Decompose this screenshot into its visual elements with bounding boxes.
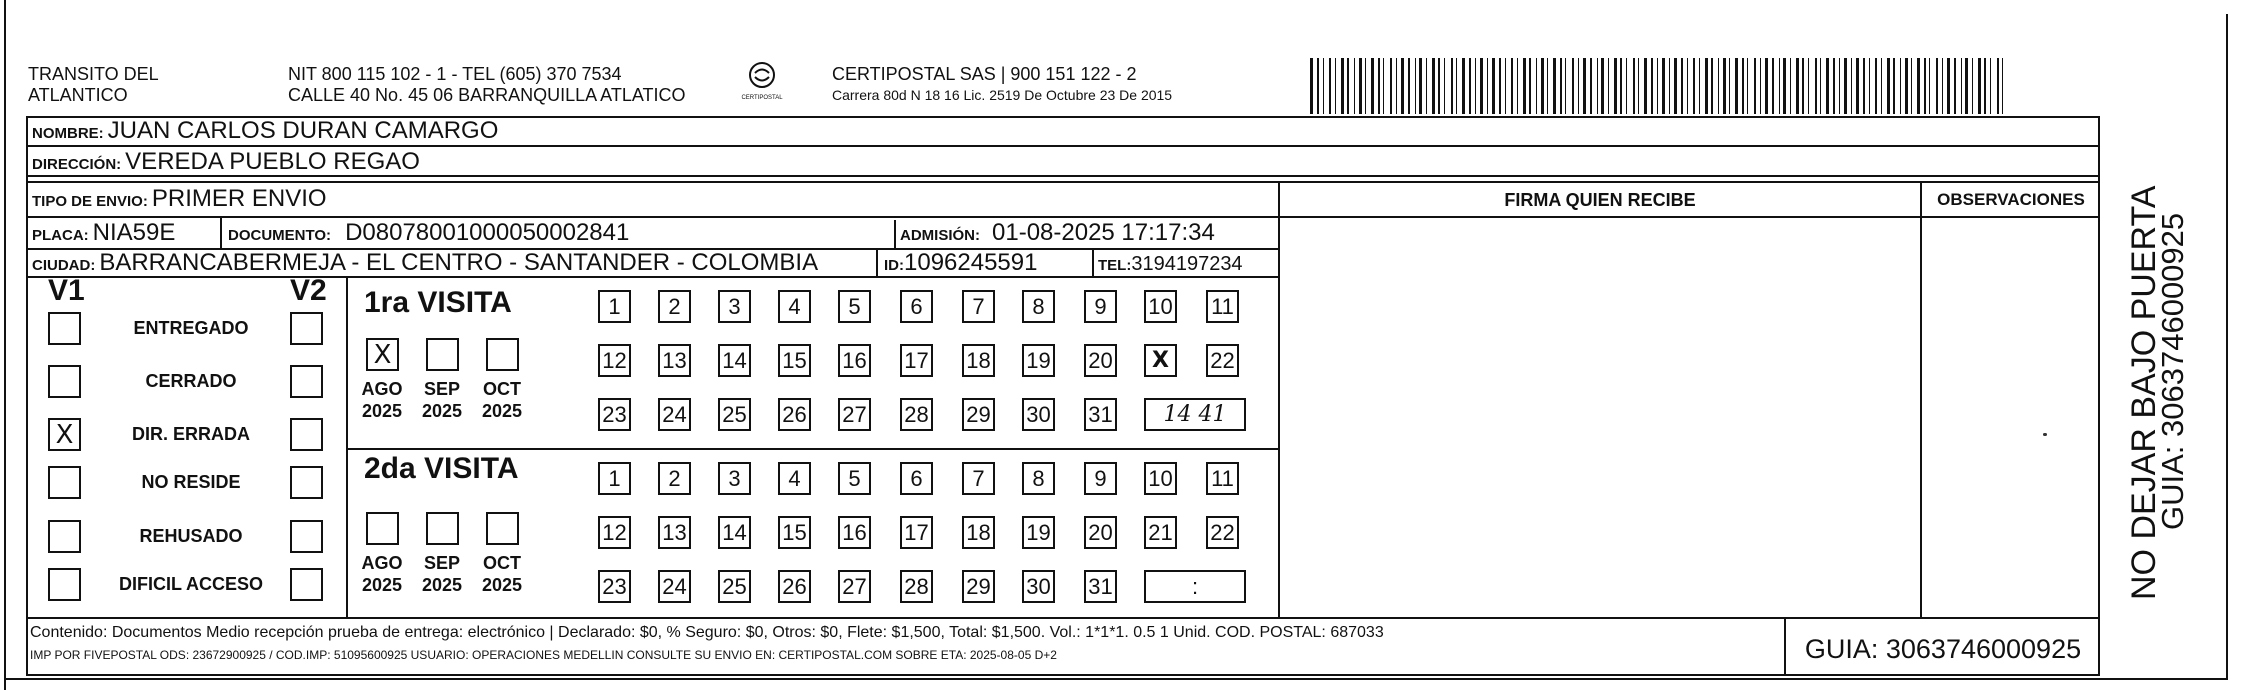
- barcode-bar: [1419, 58, 1422, 114]
- visit1-title: 1ra VISITA: [364, 286, 512, 319]
- barcode-bar: [1341, 58, 1344, 114]
- name-row: [32, 117, 498, 145]
- day-box[interactable]: 2: [658, 462, 691, 495]
- barcode-bar: [1905, 58, 1908, 114]
- barcode-bar: [1984, 58, 1986, 114]
- status-v1-checkbox[interactable]: [48, 312, 81, 345]
- day-box[interactable]: 29: [962, 398, 995, 431]
- day-box[interactable]: 15: [778, 344, 811, 377]
- barcode-bar: [1856, 58, 1859, 114]
- carrier-line: CERTIPOSTAL SAS | 900 151 122 - 2: [832, 64, 1137, 84]
- month-label: SEP: [423, 553, 461, 573]
- barcode-bar: [1536, 58, 1537, 114]
- footer-imp-line: IMP POR FIVEPOSTAL ODS: 23672900925 / COD.IMP: 51095600925 USUARIO: OPERACIONES MEDELLIN CONSULTE SU ENVIO EN: CERTIPOSTAL.COM SOBRE ETA: 2025-08-05 D+2: [30, 648, 1057, 662]
- barcode-bar: [1354, 58, 1355, 114]
- barcode-bar: [1487, 58, 1488, 114]
- visit-divider: [346, 448, 1280, 450]
- side-guia: GUIA: 3063746000925: [2155, 212, 2190, 530]
- day-box[interactable]: 25: [718, 398, 751, 431]
- month-year: 2025: [361, 575, 403, 595]
- status-v2-checkbox[interactable]: [290, 520, 323, 553]
- barcode-bar: [1547, 58, 1548, 114]
- time-box[interactable]: :: [1144, 570, 1246, 603]
- name-label: NOMBRE:: [32, 125, 104, 142]
- send-type-value: PRIMER ENVIO: [151, 185, 327, 212]
- barcode-bar: [1990, 58, 1991, 114]
- address-label: DIRECCIÓN:: [32, 156, 122, 173]
- logo-text: CERTIPOSTAL: [741, 95, 783, 101]
- status-v2-checkbox[interactable]: [290, 365, 323, 398]
- barcode-bar: [1839, 58, 1840, 114]
- barcode-bar: [1335, 58, 1336, 114]
- barcode-bar: [1329, 58, 1331, 114]
- barcode-bar: [1633, 58, 1635, 114]
- barcode-bar: [1475, 58, 1476, 114]
- id-label: ID:: [884, 257, 904, 274]
- footer-guia: GUIA: 3063746000925: [1804, 634, 2082, 664]
- barcode-bar: [1614, 58, 1617, 114]
- barcode-bar: [1560, 58, 1562, 114]
- signature-col-line: [1278, 181, 1280, 617]
- barcode-bar: [1796, 58, 1799, 114]
- send-type-row: [32, 185, 327, 213]
- footer-contents: Contenido: Documentos Medio recepción prueba de entrega: electrónico | Declarado: $0, % Seguro: $0, Otros: $0, Flete: $1,500, Total: $1,500. Vol.: 1*1*1. 0.5 1 Unid. COD. POSTAL: 687033: [30, 624, 1384, 641]
- day-box[interactable]: 22: [1206, 344, 1239, 377]
- barcode-bar: [1644, 58, 1647, 114]
- day-box[interactable]: 5: [838, 290, 871, 323]
- plate-row: [32, 219, 175, 247]
- barcode-bar: [1760, 58, 1761, 114]
- month-label: OCT: [483, 553, 521, 573]
- barcode-bar: [1687, 58, 1688, 114]
- barcode-bar: [1815, 58, 1817, 114]
- barcode-bar: [1723, 58, 1726, 114]
- barcode-bar: [1415, 58, 1416, 114]
- status-label: ENTREGADO: [133, 318, 249, 338]
- day-box[interactable]: 20: [1084, 516, 1117, 549]
- document-row: [228, 219, 629, 247]
- address-line: CALLE 40 No. 45 06 BARRANQUILLA ATLATICO: [288, 85, 686, 105]
- license-line: Carrera 80d N 18 16 Lic. 2519 De Octubre 23 De 2015: [832, 87, 1173, 103]
- carrier-info: [832, 64, 1172, 103]
- barcode-bar: [1317, 58, 1319, 114]
- month-checkbox[interactable]: [486, 338, 519, 371]
- barcode-bar: [1505, 58, 1506, 114]
- barcode-bar: [1711, 58, 1713, 114]
- barcode-bar: [1924, 58, 1926, 114]
- col-line: [220, 216, 222, 248]
- barcode-bar: [1383, 58, 1384, 114]
- day-box[interactable]: 18: [962, 516, 995, 549]
- barcode-bar: [1978, 58, 1981, 114]
- barcode-bar: [1699, 58, 1700, 114]
- day-box[interactable]: 16: [838, 516, 871, 549]
- barcode-bar: [1347, 58, 1349, 114]
- barcode-bar: [1310, 58, 1313, 114]
- time-box[interactable]: 14 41: [1144, 398, 1246, 431]
- barcode-bar: [1662, 58, 1665, 114]
- day-box[interactable]: 17: [900, 516, 933, 549]
- barcode-bar: [1651, 58, 1653, 114]
- id-value: 1096245591: [904, 249, 1038, 276]
- barcode-bar: [1790, 58, 1791, 114]
- day-box[interactable]: X: [1144, 344, 1177, 377]
- barcode-bar: [1444, 58, 1445, 114]
- month-year: 2025: [421, 401, 463, 421]
- org-line-1: TRANSITO DEL: [28, 64, 159, 84]
- col-line: [876, 250, 878, 276]
- barcode-bar: [1900, 58, 1901, 114]
- page-right-edge: [2226, 14, 2228, 678]
- tel-value: 3194197234: [1131, 253, 1243, 275]
- barcode-bar: [1718, 58, 1719, 114]
- day-box[interactable]: 14: [718, 344, 751, 377]
- v1-label: V1: [48, 274, 85, 307]
- barcode-bar: [1541, 58, 1544, 114]
- barcode-bar: [1747, 58, 1748, 114]
- certipostal-logo: [732, 60, 792, 106]
- barcode-bar: [1469, 58, 1471, 114]
- month-label: SEP: [423, 379, 461, 399]
- barcode-bar: [1844, 58, 1847, 114]
- month-label: OCT: [483, 379, 521, 399]
- row-line: [26, 617, 2100, 619]
- barcode-bar: [1917, 58, 1920, 114]
- day-box[interactable]: 10: [1144, 462, 1177, 495]
- barcode-bar: [1669, 58, 1670, 114]
- org-line-2: ATLANTICO: [28, 85, 128, 105]
- month-year: 2025: [481, 401, 523, 421]
- barcode-bar: [1492, 58, 1495, 114]
- barcode-bar: [1693, 58, 1695, 114]
- status-col-line: [346, 276, 348, 617]
- day-box[interactable]: 27: [838, 398, 871, 431]
- barcode-bar: [1408, 58, 1410, 114]
- barcode-bar: [1597, 58, 1598, 114]
- barcode-bar: [1936, 58, 1938, 114]
- month-label: AGO: [361, 379, 403, 399]
- day-box[interactable]: 6: [900, 462, 933, 495]
- day-box[interactable]: 11: [1206, 290, 1239, 323]
- barcode-bar: [1572, 58, 1574, 114]
- barcode-bar: [1954, 58, 1956, 114]
- day-box[interactable]: 13: [658, 516, 691, 549]
- barcode-bar: [1578, 58, 1579, 114]
- day-box[interactable]: 7: [962, 462, 995, 495]
- city-value: BARRANCABERMEJA - EL CENTRO - SANTANDER - COLOMBIA: [99, 249, 819, 276]
- barcode-bar: [1772, 58, 1774, 114]
- tel-label: TEL:: [1098, 257, 1132, 274]
- status-label: REHUSADO: [139, 526, 243, 546]
- status-v1-checkbox[interactable]: X: [48, 418, 81, 451]
- page-bottom-edge: [6, 678, 2228, 680]
- status-v1-checkbox[interactable]: [48, 466, 81, 499]
- status-v2-checkbox[interactable]: [290, 312, 323, 345]
- logo-icon: [747, 60, 777, 90]
- barcode-bar: [1783, 58, 1786, 114]
- id-row: [884, 249, 1037, 277]
- sender-info: [288, 64, 686, 106]
- col-line: [1092, 250, 1094, 276]
- month-year: 2025: [361, 401, 403, 421]
- barcode-bar: [1911, 58, 1912, 114]
- barcode-bar: [1875, 58, 1877, 114]
- send-type-label: TIPO DE ENVIO:: [32, 193, 148, 210]
- barcode-bar: [1390, 58, 1392, 114]
- day-box[interactable]: 8: [1022, 462, 1055, 495]
- status-label: NO RESIDE: [141, 472, 241, 492]
- status-label: DIR. ERRADA: [131, 424, 250, 444]
- barcode-bar: [1833, 58, 1835, 114]
- visit2-title: 2da VISITA: [364, 452, 519, 485]
- barcode-bar: [1863, 58, 1865, 114]
- day-box[interactable]: 14: [718, 516, 751, 549]
- col-line: [894, 220, 896, 248]
- status-v1-checkbox[interactable]: [48, 568, 81, 601]
- day-box[interactable]: 20: [1084, 344, 1117, 377]
- day-box[interactable]: 19: [1022, 344, 1055, 377]
- barcode-bar: [1359, 58, 1362, 114]
- barcode-bar: [1705, 58, 1708, 114]
- name-value: JUAN CARLOS DURAN CAMARGO: [107, 117, 499, 144]
- month-checkbox[interactable]: X: [366, 338, 399, 371]
- observations-header: OBSERVACIONES: [1937, 190, 2085, 209]
- month-checkbox[interactable]: [426, 338, 459, 371]
- day-box[interactable]: 21: [1144, 516, 1177, 549]
- status-v2-checkbox[interactable]: [290, 418, 323, 451]
- barcode-bar: [1779, 58, 1780, 114]
- day-box[interactable]: 25: [718, 570, 751, 603]
- barcode-bar: [1961, 58, 1962, 114]
- barcode-bar: [1674, 58, 1677, 114]
- barcode-bar: [1742, 58, 1744, 114]
- barcode-bar: [1620, 58, 1622, 114]
- day-box[interactable]: 23: [598, 398, 631, 431]
- day-box[interactable]: 15: [778, 516, 811, 549]
- day-box[interactable]: 11: [1206, 462, 1239, 495]
- day-box[interactable]: 4: [778, 462, 811, 495]
- day-box[interactable]: 1: [598, 462, 631, 495]
- barcode-bar: [2002, 58, 2003, 114]
- day-box[interactable]: 2: [658, 290, 691, 323]
- barcode-bar: [1529, 58, 1531, 114]
- month-checkbox[interactable]: [366, 512, 399, 545]
- barcode-bar: [1601, 58, 1604, 114]
- day-box[interactable]: 30: [1022, 570, 1055, 603]
- barcode-bar: [1438, 58, 1440, 114]
- city-row: [32, 249, 818, 277]
- day-box[interactable]: 19: [1022, 516, 1055, 549]
- barcode-bar: [1365, 58, 1366, 114]
- day-box[interactable]: 24: [658, 570, 691, 603]
- barcode-bar: [1997, 58, 1999, 114]
- day-box[interactable]: 4: [778, 290, 811, 323]
- day-box[interactable]: 23: [598, 570, 631, 603]
- barcode-bar: [1553, 58, 1556, 114]
- status-v2-checkbox[interactable]: [290, 466, 323, 499]
- row-line: [26, 145, 2100, 147]
- barcode-bar: [1426, 58, 1427, 114]
- day-box[interactable]: 22: [1206, 516, 1239, 549]
- day-box[interactable]: 30: [1022, 398, 1055, 431]
- signature-header: FIRMA QUIEN RECIBE: [1504, 190, 1696, 210]
- barcode-bar: [1765, 58, 1768, 114]
- day-box[interactable]: 5: [838, 462, 871, 495]
- city-label: CIUDAD:: [32, 257, 96, 274]
- address-row: [32, 148, 420, 176]
- day-box[interactable]: 26: [778, 398, 811, 431]
- status-v1-checkbox[interactable]: [48, 365, 81, 398]
- admission-row: [900, 219, 1215, 247]
- day-box[interactable]: 12: [598, 344, 631, 377]
- admission-value: 01-08-2025 17:17:34: [992, 219, 1215, 246]
- barcode-bar: [1626, 58, 1627, 114]
- day-box[interactable]: 18: [962, 344, 995, 377]
- barcode-bar: [1681, 58, 1683, 114]
- barcode-bar: [1972, 58, 1973, 114]
- barcode-bar: [1323, 58, 1324, 114]
- day-box[interactable]: 16: [838, 344, 871, 377]
- barcode-bar: [1851, 58, 1852, 114]
- barcode-bar: [1401, 58, 1404, 114]
- barcode-bar: [1881, 58, 1882, 114]
- row-line: [26, 216, 1280, 218]
- day-box[interactable]: 26: [778, 570, 811, 603]
- row-line: [26, 181, 2100, 183]
- barcode-bar: [1869, 58, 1870, 114]
- month-year: 2025: [421, 575, 463, 595]
- day-box[interactable]: 3: [718, 290, 751, 323]
- plate-value: NIA59E: [92, 219, 176, 246]
- barcode-bar: [1583, 58, 1586, 114]
- observation-mark: [2043, 433, 2047, 436]
- day-box[interactable]: 12: [598, 516, 631, 549]
- month-year: 2025: [481, 575, 523, 595]
- barcode-bar: [1808, 58, 1809, 114]
- barcode-bar: [1942, 58, 1943, 114]
- barcode-bar: [1396, 58, 1397, 114]
- row-line: [1280, 216, 2100, 218]
- barcode-bar: [1638, 58, 1639, 114]
- barcode-bar: [1820, 58, 1821, 114]
- day-box[interactable]: 6: [900, 290, 933, 323]
- v2-label: V2: [290, 274, 327, 307]
- barcode-bar: [1499, 58, 1501, 114]
- day-box[interactable]: 31: [1084, 570, 1117, 603]
- side-warning: NO DEJAR BAJO PUERTA: [2125, 185, 2163, 600]
- barcode-bar: [1565, 58, 1566, 114]
- nit-line: NIT 800 115 102 - 1 - TEL (605) 370 7534: [288, 64, 622, 84]
- tel-row: [1098, 253, 1243, 276]
- barcode-bar: [1517, 58, 1518, 114]
- day-box[interactable]: 31: [1084, 398, 1117, 431]
- document-value: D08078001000050002841: [345, 219, 630, 246]
- month-checkbox[interactable]: [486, 512, 519, 545]
- plate-label: PLACA:: [32, 227, 89, 244]
- day-box[interactable]: 1: [598, 290, 631, 323]
- day-box[interactable]: 8: [1022, 290, 1055, 323]
- barcode-bar: [1657, 58, 1658, 114]
- admission-label: ADMISIÓN:: [900, 227, 980, 244]
- status-label: DIFICIL ACCESO: [118, 574, 263, 594]
- document-label: DOCUMENTO:: [228, 227, 332, 244]
- barcode-bar: [1947, 58, 1950, 114]
- day-box[interactable]: 10: [1144, 290, 1177, 323]
- day-box[interactable]: 13: [658, 344, 691, 377]
- barcode-bar: [1511, 58, 1513, 114]
- barcode-bar: [1378, 58, 1380, 114]
- org-name: [28, 64, 159, 106]
- barcode-bar: [1480, 58, 1483, 114]
- barcode-bar: [1451, 58, 1453, 114]
- observations-col-line: [1920, 181, 1922, 617]
- barcode-bar: [1754, 58, 1756, 114]
- barcode-bar: [1432, 58, 1435, 114]
- month-checkbox[interactable]: [426, 512, 459, 545]
- barcode-bar: [1729, 58, 1730, 114]
- day-box[interactable]: 27: [838, 570, 871, 603]
- barcode-bar: [1456, 58, 1457, 114]
- barcode-bar: [1371, 58, 1374, 114]
- barcode-bar: [1462, 58, 1465, 114]
- barcode-bar: [1590, 58, 1592, 114]
- barcode-bar: [1735, 58, 1738, 114]
- address-value: VEREDA PUEBLO REGAO: [125, 148, 420, 175]
- barcode: [1310, 58, 2010, 114]
- page-left-edge: [4, 0, 6, 690]
- day-box[interactable]: 7: [962, 290, 995, 323]
- day-box[interactable]: 28: [900, 570, 933, 603]
- status-label: CERRADO: [145, 371, 237, 391]
- barcode-bar: [1802, 58, 1804, 114]
- day-box[interactable]: 28: [900, 398, 933, 431]
- barcode-bar: [1893, 58, 1895, 114]
- day-box[interactable]: 3: [718, 462, 751, 495]
- day-box[interactable]: 9: [1084, 290, 1117, 323]
- barcode-bar: [1826, 58, 1829, 114]
- day-box[interactable]: 24: [658, 398, 691, 431]
- barcode-bar: [1887, 58, 1890, 114]
- barcode-bar: [1965, 58, 1968, 114]
- status-v1-checkbox[interactable]: [48, 520, 81, 553]
- month-label: AGO: [361, 553, 403, 573]
- day-box[interactable]: 9: [1084, 462, 1117, 495]
- barcode-bar: [1523, 58, 1526, 114]
- barcode-bar: [1608, 58, 1609, 114]
- status-v2-checkbox[interactable]: [290, 568, 323, 601]
- day-box[interactable]: 29: [962, 570, 995, 603]
- day-box[interactable]: 17: [900, 344, 933, 377]
- barcode-bar: [1929, 58, 1930, 114]
